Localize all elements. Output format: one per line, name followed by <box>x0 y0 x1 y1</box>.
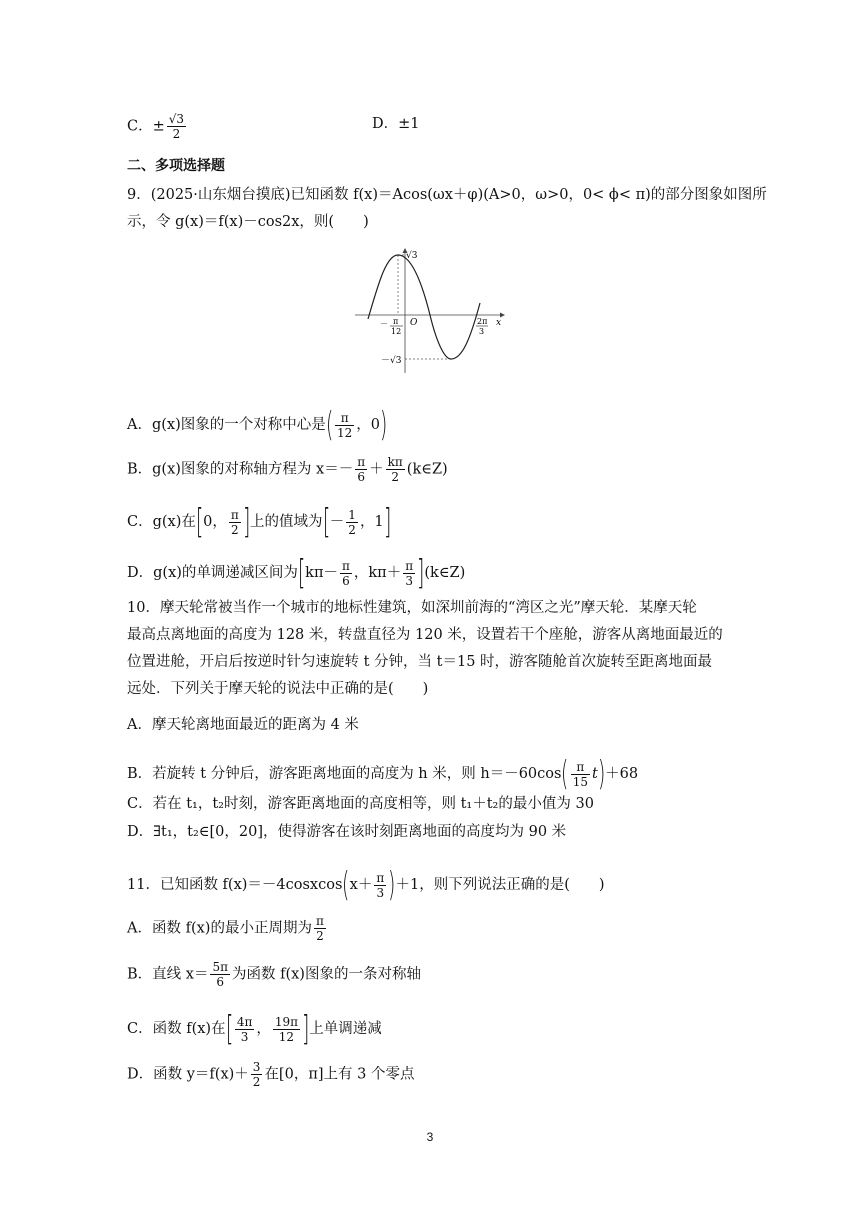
q11-option-c: C．函数 f(x)在[ $\frac{4\pi}{3}$ ， $\frac{19\pi}{12}$ ]上单调递减 <box>127 1009 382 1049</box>
q10-option-b: B．若旋转 t 分钟后，游客距离地面的高度为 h 米，则 h＝－60cos( $\frac{\pi}{15}$ t)＋68 <box>127 754 639 794</box>
q9-option-b: B．g(x)图象的对称轴方程为 x＝－ $\frac{\pi}{6}$ ＋ $\frac{k\pi}{2}$ (k∈Z) <box>127 455 448 484</box>
page-number: 3 <box>426 1130 434 1144</box>
q9-option-c: C．g(x)在[0， $\frac{\pi}{2}$ ]上的值域为[－ $\frac{1}{2}$ ，1] <box>127 502 391 542</box>
q10-stem-line1: 10．摩天轮常被当作一个城市的地标性建筑，如深圳前海的“湾区之光”摩天轮．某摩天轮 <box>127 600 697 616</box>
fraction: $\frac{5\pi}{6}$ <box>212 960 228 989</box>
origin-label: O <box>410 318 418 328</box>
q10-stem-line3: 位置进舱，开启后按逆时针匀速旋转 t 分钟，当 t＝15 时，游客随舱首次旋转至距离地面最 <box>127 654 713 670</box>
section-title: 二、多项选择题 <box>127 158 225 174</box>
fraction: $\frac{\pi}{3}$ <box>376 870 385 900</box>
q10-option-c: C．若在 t₁，t₂时刻，游客距离地面的高度相等，则 t₁＋t₂的最小值为 30 <box>127 796 594 812</box>
fraction: $\frac{\pi}{15}$ <box>572 759 588 789</box>
fraction: $\frac{4\pi}{3}$ <box>236 1014 253 1044</box>
fraction: $\frac{\pi}{3}$ <box>405 558 414 588</box>
q10-option-d: D．∃t₁，t₂∈[0，20]，使得游客在该时刻距离地面的高度均为 90 米 <box>127 824 567 840</box>
tick-right-num: 2π <box>477 317 488 326</box>
fraction: $\frac{\pi}{2}$ <box>230 507 239 537</box>
fraction: $\frac{1}{2}$ <box>348 507 356 537</box>
y-bottom-label: －√3 <box>381 356 402 366</box>
q11-option-d: D．函数 y＝f(x)＋ $\frac{3}{2}$ 在[0，π]上有 3 个零点 <box>127 1060 415 1089</box>
q10-stem-line2: 最高点离地面的高度为 128 米，转盘直径为 120 米，设置若干个座舱，游客从离地面最近的 <box>127 627 723 643</box>
tick-left-den: 12 <box>391 327 402 336</box>
q9-option-d: D．g(x)的单调递减区间为[kπ－ $\frac{\pi}{6}$ ，kπ＋ $\frac{\pi}{3}$ ](k∈Z) <box>127 553 466 593</box>
q10-stem-line4: 远处．下列关于摩天轮的说法中正确的是( ) <box>127 681 429 697</box>
q9-stem-line2: 示，令 g(x)＝f(x)－cos2x，则( ) <box>127 214 369 230</box>
x-axis-label: x <box>496 318 502 328</box>
fraction: $\frac{√3}{2}$ <box>168 112 185 141</box>
q8-option-d: D．±1 <box>372 116 420 132</box>
q11-option-a: A．函数 f(x)的最小正周期为 $\frac{\pi}{2}$ <box>127 914 324 943</box>
cosine-curve <box>368 255 480 359</box>
fraction: $\frac{\pi}{6}$ <box>342 558 350 588</box>
tick-left-num: π <box>393 317 399 326</box>
q9-function-graph <box>350 245 510 375</box>
fraction: $\frac{\pi}{2}$ <box>315 914 324 943</box>
tick-left-sign: － <box>380 319 388 328</box>
fraction: $\frac{19\pi}{12}$ <box>274 1014 299 1044</box>
fraction: $\frac{3}{2}$ <box>252 1060 261 1089</box>
y-top-label: √3 <box>406 251 418 261</box>
q9-stem-line1: 9．(2025·山东烟台摸底)已知函数 f(x)＝Acos(ωx＋φ)(A>0，ω>0，0< ϕ< π)的部分图象如图所 <box>127 187 767 203</box>
fraction: $\frac{k\pi}{2}$ <box>387 455 403 484</box>
q9-option-a: A．g(x)图象的一个对称中心是( $\frac{\pi}{12}$ ，0) <box>127 405 388 445</box>
q11-option-b: B．直线 x＝ $\frac{5\pi}{6}$ 为函数 f(x)图象的一条对称轴 <box>127 960 421 989</box>
tick-right-den: 3 <box>479 327 485 336</box>
x-axis-arrow <box>500 313 505 318</box>
q8-option-c: C．± $\frac{√3}{2}$ <box>127 112 185 141</box>
fraction: $\frac{\pi}{6}$ <box>357 455 366 484</box>
q11-stem: 11．已知函数 f(x)＝－4cosxcos(x＋ $\frac{\pi}{3}$ )＋1，则下列说法正确的是( ) <box>127 865 605 905</box>
fraction: $\frac{\pi}{12}$ <box>337 410 353 440</box>
q10-option-a: A．摩天轮离地面最近的距离为 4 米 <box>127 717 359 733</box>
